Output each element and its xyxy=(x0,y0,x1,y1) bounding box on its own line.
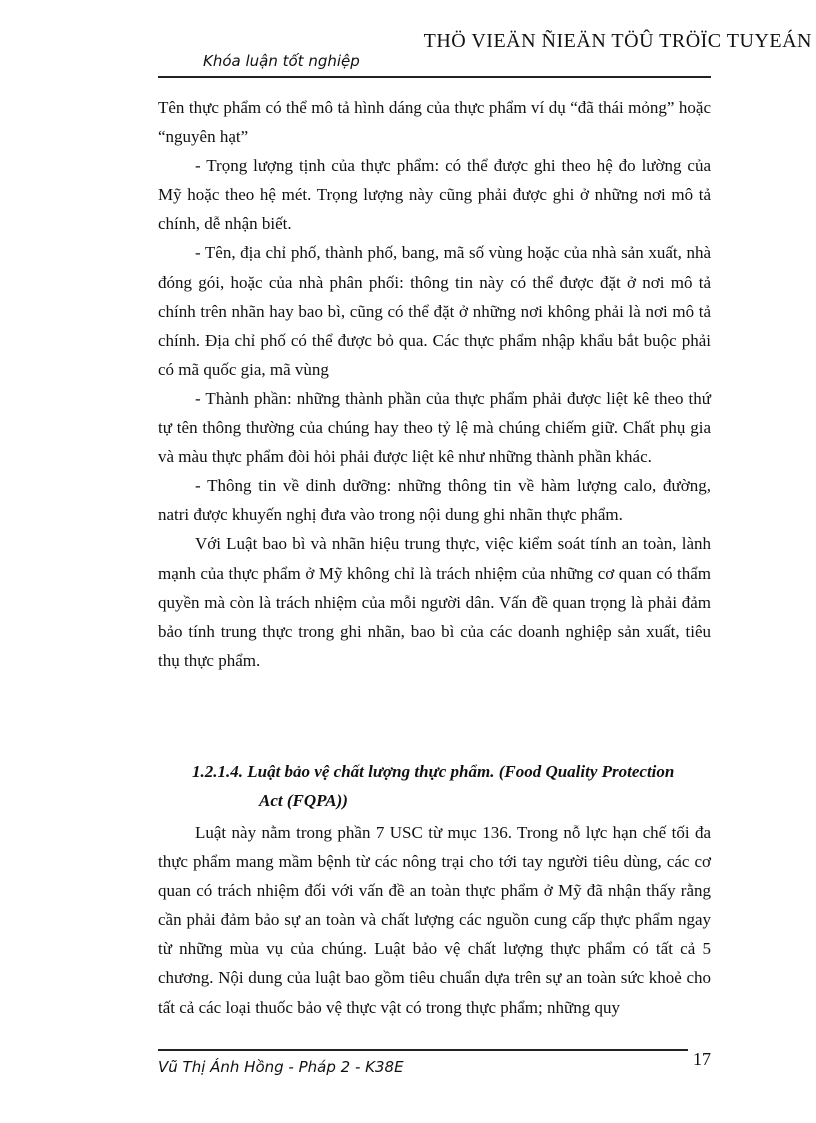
footer-divider xyxy=(158,1049,688,1051)
paragraph-4: - Thành phần: những thành phần của thực phẩm phải được liệt kê theo thứ tự tên thông thường của chúng hay theo tỷ lệ mà chúng chiếm giữ. Chất phụ gia và màu thực phẩm đòi hỏi phải được liệt kê như những thành phần khác. xyxy=(158,388,711,467)
section-heading-line-2: Act (FQPA)) xyxy=(259,791,348,810)
section-heading-line-1: 1.2.1.4. Luật bảo vệ chất lượng thực phẩm. (Food Quality Protection xyxy=(192,762,675,781)
header-divider xyxy=(158,76,711,78)
paragraph-6: Với Luật bao bì và nhãn hiệu trung thực, việc kiểm soát tính an toàn, lành mạnh của thực phẩm ở Mỹ không chỉ là trách nhiệm của những cơ quan có thẩm quyền mà còn là trách nhiệm của mỗi người dân. Vấn đề quan trọng là phải đảm bảo tính trung thực trong ghi nhãn, bao bì của các doanh nghiệp sản xuất, tiêu thụ thực phẩm. xyxy=(158,534,711,670)
body-text xyxy=(158,93,711,675)
section-heading xyxy=(192,757,712,815)
page-number: 17 xyxy=(693,1049,711,1069)
paragraph-2: - Trọng lượng tịnh của thực phẩm: có thể được ghi theo hệ đo lường của Mỹ hoặc theo hệ mét. Trọng lượng này cũng phải được ghi ở những nơi mô tả chính, dễ nhận biết. xyxy=(158,156,711,234)
paragraph-1: Tên thực phẩm có thể mô tả hình dáng của thực phẩm ví dụ “đã thái mỏng” hoặc “nguyên hạt” xyxy=(158,98,711,147)
header-title: Khóa luận tốt nghiệp xyxy=(203,52,360,70)
section-body xyxy=(158,818,711,1022)
paragraph-3: - Tên, địa chỉ phố, thành phố, bang, mã số vùng hoặc của nhà sản xuất, nhà đóng gói, hoặc của nhà phân phối: thông tin này có thể được đặt ở nơi mô tả chính trên nhãn hay bao bì, cũng có thể đặt ở những nơi không phải là nơi mô tả chính. Địa chỉ phố có thể được bỏ qua. Các thực phẩm nhập khẩu bắt buộc phải có mã quốc gia, mã vùng xyxy=(158,243,711,379)
library-watermark: THÖ VIEÄN ÑIEÄN TÖÛ TRÖÏC TUYEÁN xyxy=(423,30,812,52)
footer-author: Vũ Thị Ánh Hồng - Pháp 2 - K38E xyxy=(158,1058,404,1076)
section-paragraph: Luật này nằm trong phần 7 USC từ mục 136. Trong nỗ lực hạn chế tối đa thực phẩm mang mầm bệnh từ các nông trại cho tới tay người tiêu dùng, các cơ quan có trách nhiệm đối với vấn đề an toàn thực phẩm ở Mỹ đã nhận thấy rằng cần phải đảm bảo sự an toàn và chất lượng các nguồn cung cấp thực phẩm ngay từ những mùa vụ của chúng. Luật bảo vệ chất lượng thực phẩm có tất cả 5 chương. Nội dung của luật bao gồm tiêu chuẩn dựa trên sự an toàn sức khoẻ cho tất cả các loại thuốc bảo vệ thực vật có trong thực phẩm; những quy xyxy=(158,823,711,1017)
paragraph-5: - Thông tin về dinh dưỡng: những thông tin về hàm lượng calo, đường, natri được khuyến nghị đưa vào trong nội dung ghi nhãn thực phẩm. xyxy=(158,476,711,525)
